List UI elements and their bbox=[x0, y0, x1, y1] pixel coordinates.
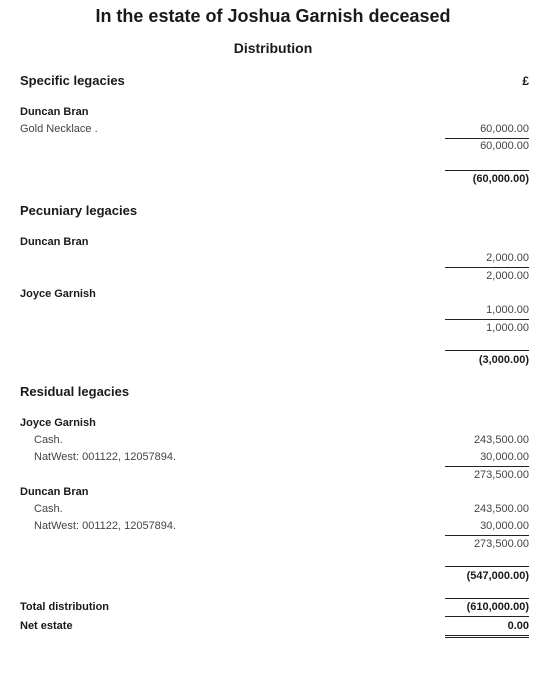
legacy-value: 60,000.00 bbox=[480, 123, 529, 135]
legacy-subtotal: 60,000.00 bbox=[480, 140, 529, 152]
total-distribution-value: (610,000.00) bbox=[466, 601, 529, 613]
net-estate-label: Net estate bbox=[20, 620, 73, 632]
legacy-item: NatWest: 001122, 12057894. bbox=[34, 520, 177, 532]
total-distribution-rule bbox=[445, 598, 529, 599]
legacy-value: 2,000.00 bbox=[486, 252, 529, 264]
legacy-value: 30,000.00 bbox=[480, 451, 529, 463]
section-total: (3,000.00) bbox=[478, 354, 529, 366]
beneficiary-name: Duncan Bran bbox=[20, 486, 89, 498]
legacy-subtotal: 1,000.00 bbox=[486, 322, 529, 334]
section-heading-residual: Residual legacies bbox=[20, 384, 130, 399]
beneficiary-name: Joyce Garnish bbox=[20, 417, 96, 429]
document-title: In the estate of Joshua Garnish deceased bbox=[95, 6, 451, 26]
currency-symbol: £ bbox=[522, 74, 529, 88]
section-total-rule bbox=[445, 350, 529, 351]
legacy-value: 1,000.00 bbox=[486, 304, 529, 316]
legacy-subtotal: 2,000.00 bbox=[486, 270, 529, 282]
section-heading-pecuniary: Pecuniary legacies bbox=[20, 203, 138, 218]
legacy-subtotal: 273,500.00 bbox=[473, 538, 529, 550]
section-heading-specific: Specific legacies bbox=[20, 73, 125, 88]
net-estate-rule bbox=[445, 616, 529, 617]
net-estate-value: 0.00 bbox=[507, 620, 529, 632]
document-subtitle: Distribution bbox=[233, 40, 313, 56]
subtotal-rule bbox=[445, 466, 529, 467]
legacy-value: 30,000.00 bbox=[480, 520, 529, 532]
legacy-subtotal: 273,500.00 bbox=[473, 469, 529, 481]
beneficiary-name: Duncan Bran bbox=[20, 106, 89, 118]
section-total: (547,000.00) bbox=[466, 570, 529, 582]
beneficiary-name: Duncan Bran bbox=[20, 236, 89, 248]
legacy-value: 243,500.00 bbox=[473, 503, 529, 515]
legacy-item: Gold Necklace . bbox=[20, 123, 98, 135]
beneficiary-name: Joyce Garnish bbox=[20, 288, 96, 300]
legacy-item: Cash. bbox=[34, 434, 63, 446]
subtotal-rule bbox=[445, 319, 529, 320]
legacy-item: NatWest: 001122, 12057894. bbox=[34, 451, 177, 463]
subtotal-rule bbox=[445, 535, 529, 536]
section-total-rule bbox=[445, 170, 529, 171]
legacy-item: Cash. bbox=[34, 503, 63, 515]
net-estate-double-rule bbox=[445, 635, 529, 638]
section-total: (60,000.00) bbox=[472, 173, 529, 185]
legacy-value: 243,500.00 bbox=[473, 434, 529, 446]
section-total-rule bbox=[445, 566, 529, 567]
subtotal-rule bbox=[445, 138, 529, 139]
total-distribution-label: Total distribution bbox=[20, 601, 110, 613]
subtotal-rule bbox=[445, 267, 529, 268]
